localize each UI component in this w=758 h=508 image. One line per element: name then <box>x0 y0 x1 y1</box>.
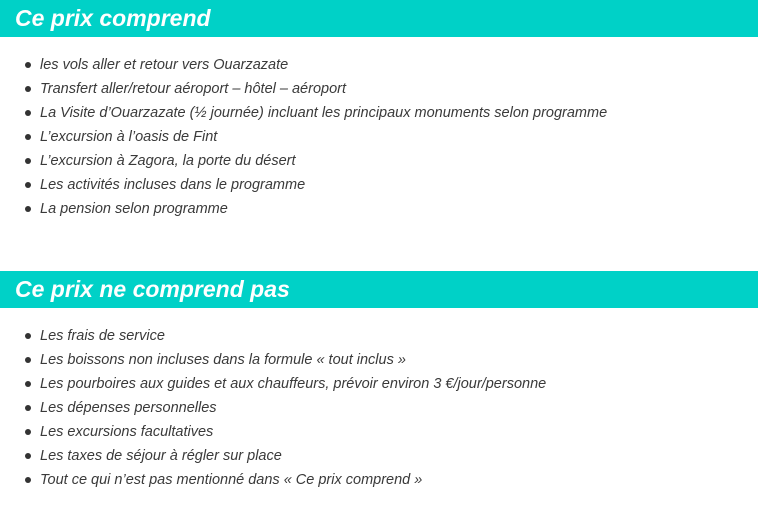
list-item <box>0 197 607 221</box>
list-item <box>0 444 546 468</box>
bullet-icon <box>25 357 31 363</box>
includes-list <box>0 53 607 221</box>
list-item-text: La pension selon programme <box>40 201 228 217</box>
list-item <box>0 372 546 396</box>
bullet-icon <box>25 453 31 459</box>
bullet-icon <box>25 477 31 483</box>
list-item <box>0 149 607 173</box>
bullet-icon <box>25 405 31 411</box>
list-item-text: La Visite d’Ouarzazate (½ journée) incluant les principaux monuments selon programme <box>40 105 608 121</box>
excludes-list <box>0 324 546 492</box>
bullet-icon <box>25 206 31 212</box>
list-item-text: les vols aller et retour vers Ouarzazate <box>40 57 289 73</box>
list-item-text: L’excursion à l’oasis de Fint <box>40 129 218 145</box>
list-item-text: Les pourboires aux guides et aux chauffeurs, prévoir environ 3 €/jour/personne <box>40 376 547 392</box>
list-item <box>0 396 546 420</box>
list-item <box>0 468 546 492</box>
list-item-text: Les taxes de séjour à régler sur place <box>40 448 282 464</box>
list-item <box>0 101 607 125</box>
list-item <box>0 77 607 101</box>
list-item-text: Tout ce qui n’est pas mentionné dans « Ce prix comprend » <box>40 472 423 488</box>
list-item <box>0 348 546 372</box>
list-item-text: Les activités incluses dans le programme <box>40 177 306 193</box>
bullet-icon <box>25 62 31 68</box>
list-item <box>0 53 607 77</box>
section-title-excludes: Ce prix ne comprend pas <box>0 271 758 308</box>
bullet-icon <box>25 381 31 387</box>
list-item-text: Transfert aller/retour aéroport – hôtel – aéroport <box>40 81 347 97</box>
bullet-icon <box>25 158 31 164</box>
list-item-text: Les dépenses personnelles <box>40 400 217 416</box>
list-item <box>0 324 546 348</box>
section-title-includes: Ce prix comprend <box>0 0 758 37</box>
bullet-icon <box>25 429 31 435</box>
bullet-icon <box>25 182 31 188</box>
bullet-icon <box>25 86 31 92</box>
list-item-text: Les frais de service <box>40 328 165 344</box>
list-item <box>0 420 546 444</box>
bullet-icon <box>25 134 31 140</box>
list-item <box>0 125 607 149</box>
bullet-icon <box>25 333 31 339</box>
list-item-text: L’excursion à Zagora, la porte du désert <box>40 153 296 169</box>
list-item <box>0 173 607 197</box>
list-item-text: Les boissons non incluses dans la formule « tout inclus » <box>40 352 406 368</box>
bullet-icon <box>25 110 31 116</box>
list-item-text: Les excursions facultatives <box>40 424 214 440</box>
